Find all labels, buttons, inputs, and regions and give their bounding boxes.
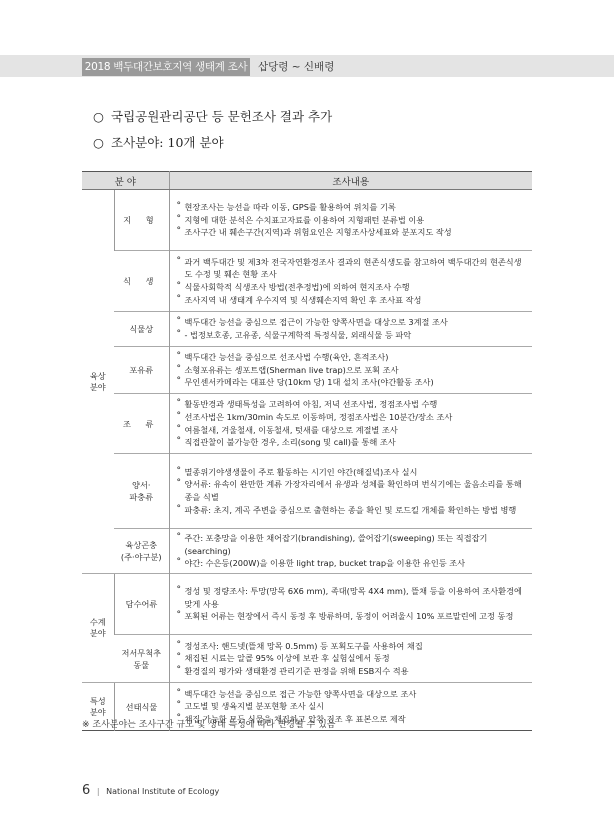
- survey-table: [82, 171, 532, 731]
- content-item: ° 고도별 및 생육지별 분포현황 조사 실시: [176, 700, 530, 713]
- content-item: ° 선조사법은 1km/30min 속도로 이동하며, 정점조사법은 10분간/장소 조사: [176, 411, 530, 424]
- content-item: ° 조사지역 내 생태계 우수지역 및 식생훼손지역 확인 후 조사표 작성: [176, 294, 530, 307]
- row-category: 담수어류: [114, 574, 169, 635]
- bullet-text: 국립공원관리공단 등 문헌조사 결과 추가: [111, 109, 333, 124]
- content-item: ° 양서류: 유속이 완만한 계류 가장자리에서 유생과 성체를 확인하며 번식기에는 울음소리를 통해 종을 식별: [176, 478, 530, 503]
- table-header-row: [82, 172, 532, 190]
- table-row: [82, 312, 532, 347]
- table-row: [82, 454, 532, 529]
- content-item: ° 무인센서카메라는 대표산 당(10km 당) 1대 설치 조사(야간활동 조사): [176, 376, 530, 389]
- content-item: ° 채집 가능한 모든 식물을 채집하고 압착 건조 후 표본으로 제작: [176, 713, 530, 726]
- row-content: [169, 347, 532, 394]
- content-item: ° 여름철새, 겨울철새, 이동철새, 텃새를 대상으로 계절별 조사: [176, 424, 530, 437]
- content-item: ° 식물사회학적 식생조사 방법(전추정법)에 의하여 현지조사 수행: [176, 281, 530, 294]
- content-item: ° 지형에 대한 분석은 수치표고자료를 이용하여 지형패턴 분류법 이용: [176, 214, 530, 227]
- content-item: ° 조사구간 내 훼손구간(지역)과 위험요인은 지형조사상세표와 분포지도 작성: [176, 226, 530, 239]
- bullet-marker: ○: [93, 109, 104, 124]
- content-item: ° 포획된 어류는 현장에서 즉시 동정 후 방류하며, 동정이 어려울시 10% 포르말린에 고정 동정: [176, 610, 530, 623]
- content-item: ° 백두대간 능선을 중심으로 접근이 가능한 양쪽사면을 대상으로 3계절 조사: [176, 316, 530, 329]
- content-item: ° 현장조사는 능선을 따라 이동, GPS를 활용하여 위치를 기록: [176, 201, 530, 214]
- table-row: [82, 347, 532, 394]
- row-category: 포유류: [114, 347, 169, 394]
- row-content: [169, 529, 532, 574]
- row-category: 양서· 파충류: [114, 454, 169, 529]
- footnote: ※ 조사분야는 조사구간 규모 및 생태 특성에 따라 변경될 수 있음: [82, 720, 336, 730]
- bullet-literature: [93, 108, 332, 134]
- content-item: ° - 법정보호종, 고유종, 식물구계학적 특정식물, 외래식물 등 파악: [176, 329, 530, 342]
- content-item: ° 백두대간 능선을 중심으로 접근 가능한 양쪽사면을 대상으로 조사: [176, 688, 530, 701]
- group-aquatic: 수계 분야: [82, 574, 114, 683]
- table-row: [82, 394, 532, 454]
- row-content: [169, 190, 532, 251]
- content-item: ° 야간: 수은등(200W)을 이용한 light trap, bucket trap을 이용한 유인등 조사: [176, 557, 530, 570]
- content-item: ° 정성 및 정량조사: 투망(망목 6X6 mm), 족대(망목 4X4 mm), 뜰채 등을 이용하여 조사환경에 맞게 사용: [176, 585, 530, 610]
- row-content: [169, 454, 532, 529]
- header-content: 조사내용: [169, 172, 532, 190]
- content-item: ° 주간: 포충망을 이용한 채어잡기(brandishing), 쓸어잡기(sweeping) 또는 직접잡기(searching): [176, 532, 530, 557]
- content-item: ° 직접관찰이 불가능한 경우, 소리(song 및 call)를 통해 조사: [176, 436, 530, 449]
- row-category: 육상곤충 (주·야구분): [114, 529, 169, 574]
- row-content: [169, 635, 532, 683]
- content-item: ° 활동반경과 생태특성을 고려하여 아침, 저녁 선조사법, 정점조사법 수행: [176, 398, 530, 411]
- content-item: ° 과거 백두대간 및 제3차 전국자연환경조사 결과의 현존식생도를 참고하여 백두대간의 현존식생도 수정 및 훼손 현황 조사: [176, 256, 530, 281]
- content-item: ° 백두대간 능선을 중심으로 선조사법 수행(육안, 흔적조사): [176, 351, 530, 364]
- row-category: 조 류: [114, 394, 169, 454]
- row-content: [169, 394, 532, 454]
- header-field: 분 야: [82, 172, 169, 190]
- row-category: 식 생: [114, 251, 169, 312]
- row-content: [169, 312, 532, 347]
- group-terrestrial: 육상 분야: [82, 190, 114, 574]
- row-content: [169, 574, 532, 635]
- running-header-title: 2018 백두대간보호지역 생태계 조사: [82, 58, 250, 76]
- table-row: [82, 529, 532, 574]
- content-item: ° 정성조사: 핸드넷(뜰채 망목 0.5mm) 등 포획도구를 사용하여 채집: [176, 640, 530, 653]
- content-item: ° 소형포유류는 셍포트랩(Sherman live trap)으로 포획 조사: [176, 364, 530, 377]
- content-item: ° 환경질의 평가와 생태환경 관리기준 판정을 위해 ESB지수 적용: [176, 665, 530, 678]
- running-header-subtitle: 삽당령 ~ 신배령: [258, 61, 335, 73]
- table-row: [82, 574, 532, 635]
- page-number: 6: [82, 783, 91, 798]
- content-item: ° 채집된 시료는 알콜 95% 이상에 보관 후 실험실에서 동정: [176, 652, 530, 665]
- row-category: 지 형: [114, 190, 169, 251]
- footer-separator: |: [96, 787, 100, 796]
- table-row: [82, 190, 532, 251]
- row-category: 식물상: [114, 312, 169, 347]
- page-footer: [82, 783, 219, 798]
- content-item: ° 파충류: 초지, 계곡 주변을 중심으로 출현하는 종을 확인 및 로드킬 개체를 확인하는 방법 병행: [176, 504, 530, 517]
- bullet-text: 조사분야: 10개 분야: [111, 135, 224, 150]
- bullet-marker: ○: [93, 135, 104, 150]
- bullet-list: [93, 108, 332, 160]
- table-row: [82, 635, 532, 683]
- row-category: 저서무척추 동물: [114, 635, 169, 683]
- row-content: [169, 251, 532, 312]
- bullet-fields: [93, 134, 332, 160]
- group-special: 특성 분야: [82, 683, 114, 731]
- content-item: ° 멸종위기야생생물이 주로 활동하는 시기인 야간(해질녘)조사 실시: [176, 466, 530, 479]
- footer-org: National Institute of Ecology: [106, 787, 220, 796]
- table-row: [82, 251, 532, 312]
- row-category: 선태식물: [114, 683, 169, 731]
